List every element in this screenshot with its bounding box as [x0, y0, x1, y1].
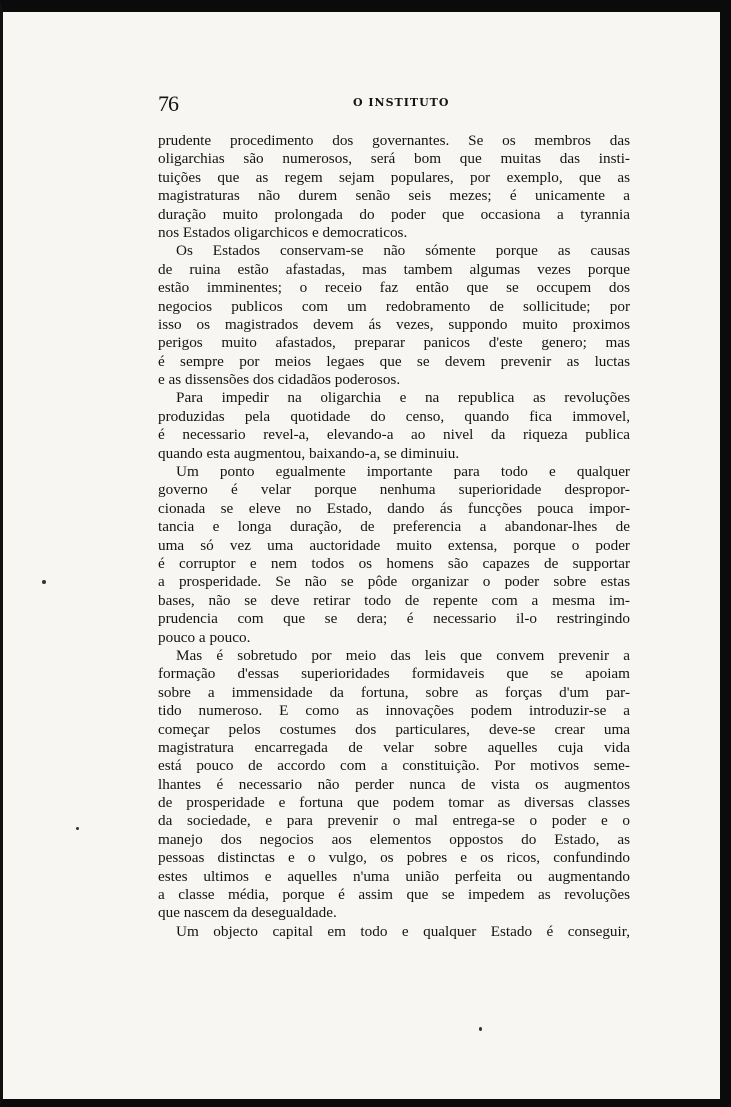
text-line: de ruina estão afastadas, mas tambem algumas vezes porque: [158, 260, 630, 278]
text-line: está pouco de accordo com a constituição. Por motivos seme-: [158, 757, 630, 775]
text-line: a prosperidade. Se não se pôde organizar o poder sobre estas: [158, 573, 630, 591]
text-line: prudente procedimento dos governantes. Se os membros das: [158, 132, 630, 149]
text-line: nos Estados oligarchicos e democraticos.: [158, 223, 408, 241]
text-line: tuições que as regem sejam populares, por exemplo, que as: [158, 168, 630, 186]
text-line: é sempre por meios legaes que se devem prevenir as luctas: [158, 352, 630, 370]
text-line: produzidas pela quotidade do censo, quando fica immovel,: [158, 407, 630, 425]
running-head: O INSTITUTO: [353, 96, 450, 109]
text-line: Um objecto capital em todo e qualquer Estado é conseguir,: [176, 922, 630, 940]
text-line: de prosperidade e fortuna que podem tomar as diversas classes: [158, 794, 630, 812]
text-line: e as dissensões dos cidadãos poderosos.: [158, 371, 401, 389]
text-line: perigos muito afastados, preparar panicos d'este genero; mas: [158, 334, 630, 352]
text-line: magistraturas não durem senão seis mezes; é unicamente a: [158, 187, 630, 205]
text-line: prudencia com que se dera; é necessario il-o restringindo: [158, 610, 630, 628]
body-text: [158, 132, 630, 941]
text-line: pessoas distinctas e o vulgo, os pobres e os ricos, confundindo: [158, 849, 630, 867]
text-line: lhantes é necessario não perder nunca de vista os augmentos: [158, 775, 630, 793]
text-line: é necessario revel-a, elevando-a ao nivel da riqueza publica: [158, 426, 630, 444]
text-line: sobre a immensidade da fortuna, sobre as forças d'um par-: [158, 683, 630, 701]
text-line: duração muito prolongada do poder que occasiona a tyrannia: [158, 205, 630, 223]
page-header: [158, 88, 630, 116]
text-line: que nascem da desegualdade.: [158, 904, 337, 922]
text-line: tido numeroso. E como as innovações podem introduzir-se a: [158, 702, 630, 720]
text-line: cionada se eleve no Estado, dando ás funcções pouca impor-: [158, 499, 630, 517]
text-line: oligarchias são numerosos, será bom que muitas das insti-: [158, 150, 630, 168]
text-line: governo é velar porque nenhuma superioridade despropor-: [158, 481, 630, 499]
text-line: Mas é sobretudo por meio das leis que convem prevenir a: [176, 646, 630, 664]
book-page: [158, 88, 630, 941]
text-line: é corruptor e nem todos os homens são capazes de supportar: [158, 554, 630, 572]
text-line: tancia e longa duração, de preferencia a abandonar-lhes de: [158, 518, 630, 536]
text-line: bases, não se deve retirar todo de repente com a mesma im-: [158, 591, 630, 609]
text-line: estes ultimos e aquelles n'uma união perfeita ou augmentando: [158, 867, 630, 885]
text-line: manejo dos negocios aos elementos oppostos do Estado, as: [158, 830, 630, 848]
text-line: Os Estados conservam-se não sómente porque as causas: [176, 242, 630, 260]
text-line: quando esta augmentou, baixando-a, se diminuiu.: [158, 444, 460, 462]
text-line: magistratura encarregada de velar sobre aquelles cuja vida: [158, 738, 630, 756]
ink-speck: [42, 580, 46, 584]
text-line: a classe média, porque é assim que se impedem as revoluções: [158, 886, 630, 904]
text-line: pouco a pouco.: [158, 628, 251, 646]
text-line: da sociedade, e para prevenir o mal entrega-se o poder e o: [158, 812, 630, 830]
text-line: formação d'essas superioridades formidaveis que se apoiam: [158, 665, 630, 683]
ink-speck: [76, 827, 79, 830]
text-line: isso os magistrados devem ás vezes, suppondo muito proximos: [158, 315, 630, 333]
text-line: estão imminentes; o receio faz então que se occupem dos: [158, 279, 630, 297]
text-line: uma só vez uma auctoridade muito extensa, porque o poder: [158, 536, 630, 554]
text-line: Para impedir na oligarchia e na republica as revoluções: [176, 389, 630, 407]
text-line: começar pelos costumes dos particulares, deve-se crear uma: [158, 720, 630, 738]
page-number: 76: [158, 91, 178, 116]
text-line: negocios publicos com um redobramento de sollicitude; por: [158, 297, 630, 315]
ink-speck: [479, 1027, 482, 1031]
text-line: Um ponto egualmente importante para todo e qualquer: [176, 463, 630, 481]
